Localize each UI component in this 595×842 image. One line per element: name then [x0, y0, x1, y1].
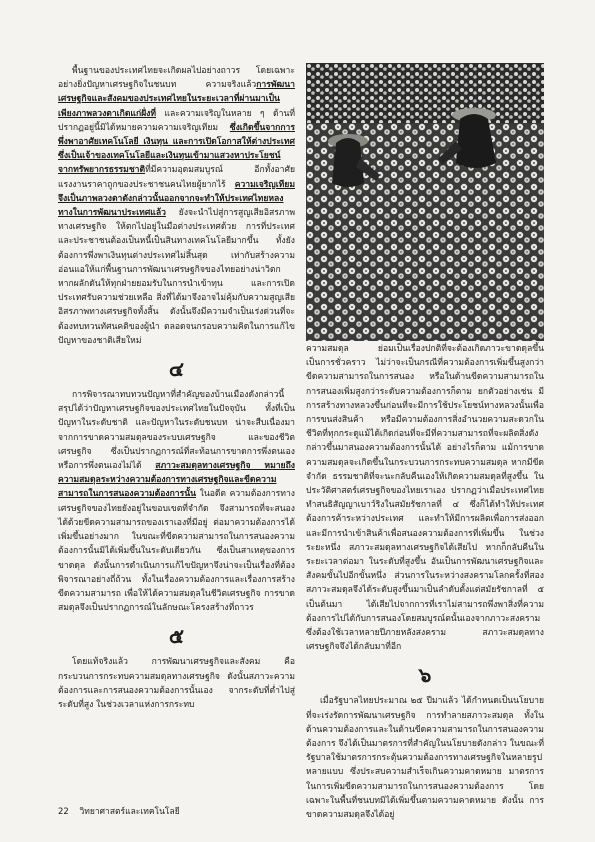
paragraph: พื้นฐานของประเทศไทยจะเกิดผลไปอย่างถาวร โดยเฉพาะอย่างยิ่งปัญหาเศรษฐกิจในชนบท ความจริงแล้วการพัฒนาเศรษฐกิจและสังคมของประเทศไทยในระยะเวลาที่ผ่านมาเป็นเพียงภาพลวงตาเกิดแก่ฝั่งที่ และความเจริญในหลาย ๆ ด้านที่ปรากฏอยู่นี้มิได้หมายความความเจริญเทียม ซึ่งเกิดขึ้นจากการพึ่งพาอาศัยเทคโนโลยี เงินทุน และการเปิดโอกาสให้ต่างประเทศ ซึ่งเป็นเจ้าของเทคโนโลยีและเงินทุนเข้ามาแสวงหาประโยชน์จากทรัพยากรธรรมชาติที่มีความอุดมสมบูรณ์ อีกทั้งอาศัยแรงงานราคาถูกของประชาชนคนไทยผู้ยากไร้ ความเจริญเทียมจึงเป็นภาพลวงตาดังกล่าวนั้นออกจากจะทำให้ประเทศไทยหลงทางในการพัฒนาประเทศแล้ว ยังจะนำไปสู่การสูญเสียอิสรภาพทางเศรษฐกิจ ให้ตกไปอยู่ในมือต่างประเทศด้วย การที่ประเทศและประชาชนต้องเป็นหนี้เป็นสินทางเทคโนโลยีมากขึ้น ทั้งยังต้องการพึ่งพาเงินทุนต่างประเทศไม่สิ้นสุด เท่ากับสร้างความอ่อนแอให้แก่พื้นฐานการพัฒนาเศรษฐกิจของไทยอย่างน่าวิตก หากผลักดันให้ทุกฝ่ายยอมรับในการนำเข้าทุน และการเปิดประเทศรับความช่วยเหลือ สิ่งที่ได้มาจึงอาจไม่คุ้มกับความสูญเสียอิสรภาพทางเศรษฐกิจทั้งสิ้น ดังนั้นจึงมีความจำเป็นเร่งด่วนที่จะต้องทบทวนทัศนคติของผู้นำ ตลอดจนกรอบความคิดในการแก้ไขปัญหาของชาติเสียใหม่ — [58, 66, 295, 346]
chrysanthemum-field-photo — [306, 63, 544, 341]
section-number-5: ๕ — [168, 624, 185, 649]
section-number-6: ๖ — [418, 663, 432, 688]
page-footer — [58, 804, 188, 818]
left-column — [58, 64, 295, 712]
photo-image — [306, 63, 544, 341]
paragraph: โดยแท้จริงแล้ว การพัฒนาเศรษฐกิจและสังคม คือกระบวนการกระทบความสมดุลทางเศรษฐกิจ ดังนั้นสภาวะความต้องการและการสนองความต้องการนั้นเอง จากระดับที่ต่ำไปสู่ระดับที่สูง ในช่วงเวลาแห่งการกระทบ — [58, 657, 295, 710]
section-number-4: ๔ — [168, 357, 185, 382]
paragraph: การพิจารณาทบทวนปัญหาที่สำคัญของบ้านเมืองดังกล่าวนี้ สรุปได้ว่าปัญหาเศรษฐกิจของประเทศไทยในปัจจุบัน ทั้งที่เป็นปัญหาในระดับชาติ และปัญหาในระดับชนบท น่าจะสืบเนื่องมาจากการขาดความสมดุลของระบบเศรษฐกิจ และของชีวิตเศรษฐกิจ ซึ่งเป็นปรากฏการณ์ที่สะท้อนการขาดการพึ่งตนเอง หรือการพึ่งตนเองไม่ได้ สภาวะสมดุลทางเศรษฐกิจ หมายถึง ความสมดุลระหว่างความต้องการทางเศรษฐกิจและขีดความสามารถในการสนองความต้องการนั้น ในอดีต ความต้องการทางเศรษฐกิจของไทยยังอยู่ในขอบเขตที่จำกัด จึงสามารถที่จะสนองได้ด้วยขีดความสามารถของเราเองที่มีอยู่ ต่อมาความต้องการได้เพิ่มขึ้นอย่างมาก ในขณะที่ขีดความสามารถในการสนองความต้องการนั้นมิได้เพิ่มขึ้นในระดับเดียวกัน ซึ่งเป็นสาเหตุของการขาดดุล ดังนั้นการดำเนินการแก้ไขปัญหาจึงน่าจะเป็นเรื่องที่ต้องพิจารณาอย่างถี่ถ้วน ทั้งในเรื่องความต้องการและเรื่องการสร้างขีดความสามารถ เพื่อให้ได้ความสมดุลในชีวิตเศรษฐกิจ การขาดสมดุลจึงเป็นปรากฏการณ์ในลักษณะโครงสร้างที่ถาวร — [58, 390, 295, 614]
journal-name: วิทยาศาสตร์และเทคโนโลยี — [79, 807, 180, 817]
paragraph: เมื่อรัฐบาลไทยประมาณ ๒๕ ปีมาแล้ว ได้กำหนดเป็นนโยบายที่จะเร่งรัดการพัฒนาเศรษฐกิจ การทำลายสภาวะสมดุล ทั้งในด้านความต้องการและในด้านขีดความสามารถในการสนองความต้องการ จึงได้เป็นมาตรการที่สำคัญในนโยบายดังกล่าว ในขณะที่รัฐบาลใช้มาตรการกระตุ้นความต้องการทางเศรษฐกิจในหลายรูปหลายแบบ ซึ่งประสบความสำเร็จเกินความคาดหมาย มาตรการในการเพิ่มขีดความสามารถในการสนองความต้องการ โดยเฉพาะในพื้นที่ชนบทมิได้เพิ่มขึ้นตามความคาดหมาย ดังนั้น การขาดความสมดุลจึงได้อยู่ — [306, 696, 544, 821]
paragraph: ความสมดุล ย่อมเป็นเรื่องปกติที่จะต้องเกิดภาวะขาดดุลขึ้นเป็นการชั่วคราว ไม่ว่าจะเป็นกรณีที่ความต้องการเพิ่มขึ้นสูงกว่าขีดความสามารถในการสนอง หรือในด้านขีดความสามารถในการสนองเพิ่มสูงกว่าระดับความต้องการก็ตาม ยกตัวอย่างเช่น มีการสร้างทางหลวงขึ้นก่อนที่จะมีการใช้ประโยชน์ทางหลวงนั้นเพื่อการขนส่งสินค้า หรือมีความต้องการสิ่งอำนวยความสะดวกในชีวิตที่ทุกกระดูแม้ได้เกิดก่อนที่จะมีที่ความสามารถที่จะผลิตสิ่งดังกล่าวขึ้นมาสนองความต้องการนั้นได้ อย่างไรก็ตาม แม้การขาดความสมดุลจะเกิดขึ้นในกระบวนการกระทบความสมดุล หากมีขีดจำกัด ธรรมชาติที่จะนะกลับคืนเองให้เกิดความสมดุลที่สูงขึ้น ในประวัติศาสตร์เศรษฐกิจของไทยเราเอง ปรากฏว่าเมื่อประเทศไทยทำสนธิสัญญาเบาว์ริงในสมัยรัชกาลที่ ๔ ซึ่งก็ได้ทำให้ประเทศต้องการค้าระหว่างประเทศ และทำให้มีการผลิตเพื่อการส่งออก และมีการนำเข้าสินค้าเพื่อสนองความต้องการที่เพิ่มขึ้น ในช่วงระยะหนึ่ง สภาวะสมดุลทางเศรษฐกิจได้เสียไป หากก็กลับคืนในระยะเวลาต่อมา ในระดับที่สูงขึ้น อันเป็นการพัฒนาเศรษฐกิจและสังคมขั้นไปอีกขั้นหนึ่ง ส่วนการในระหว่างสงครามโลกครั้งที่สอง สภาวะสมดุลจึงได้ระดับสูงขึ้นมาเป็นลำดับตั้งแต่สมัยรัชกาลที่ ๕ เป็นต้นมา ได้เสียไปจากการที่เราไม่สามารถพึ่งพาสิ่งที่ความต้องการไปได้กับการสนองโดยสมบูรณ์ตนั้นเองจากภาวะสงคราม ซึ่งต้องใช้เวลาหลายปีภายหลังสงคราม สภาวะสมดุลทางเศรษฐกิจจึงได้กลับมาที่อีก — [306, 344, 545, 653]
right-column — [306, 342, 544, 822]
page-number: 22 — [58, 807, 69, 817]
